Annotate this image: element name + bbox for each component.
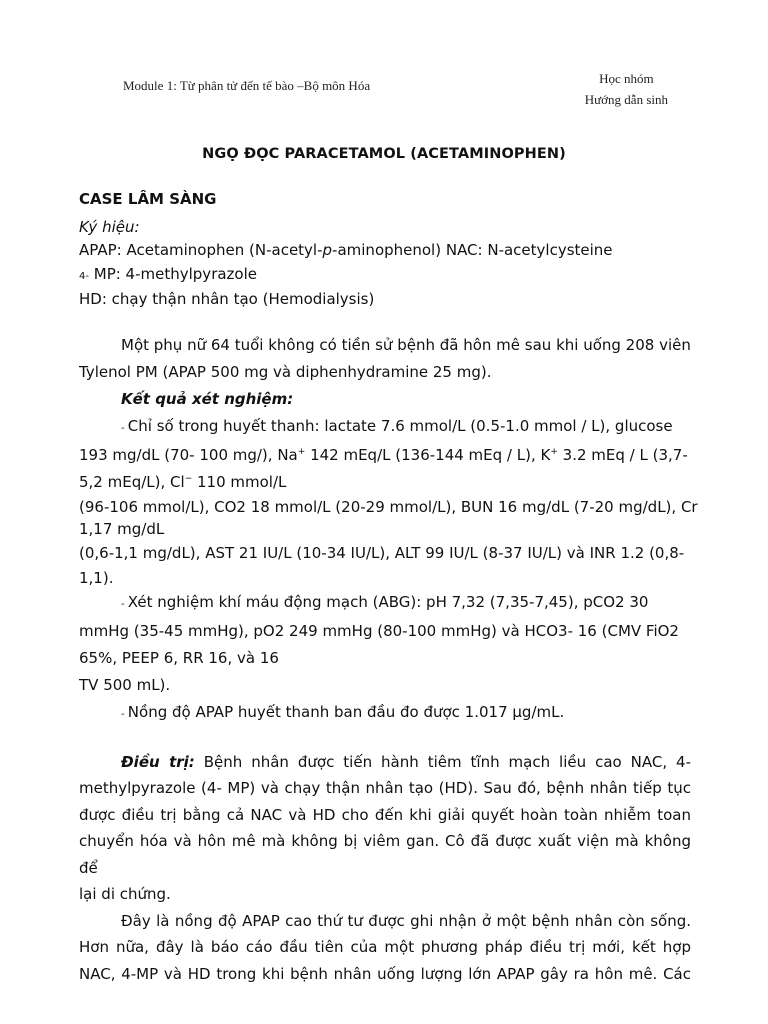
symbols-label: Ký hiệu: [79, 217, 140, 236]
serum-text-1: Chỉ số trong huyết thanh: lactate 7.6 mmol/L (0.5-1.0 mmol / L), glucose [127, 416, 673, 435]
symbol-hd [79, 288, 691, 312]
symbol-hd-paren: (Hemodialysis) [262, 290, 375, 308]
spacer [79, 728, 691, 749]
closing-line-3: NAC, 4-MP và HD trong khi bệnh nhân uống lượng lớn APAP gây ra hôn mê. Các [79, 964, 691, 983]
spacer [79, 312, 691, 332]
treatment-line-4: chuyển hóa và hôn mê mà không bị viêm gan. Cô đã được xuất viện mà không để [79, 832, 691, 877]
serum-line-1 [79, 413, 691, 442]
abg-text-1: Xét nghiệm khí máu động mạch (ABG): pH 7,32 (7,35-7,45), pCO2 30 [127, 592, 649, 611]
symbol-4mp-text: MP: 4-methylpyrazole [88, 264, 257, 283]
abg-line-2: mmHg (35-45 mmHg), pO2 249 mmHg (80-100 mmHg) và HCO3- 16 (CMV FiO2 [79, 621, 679, 640]
abg-line-1 [79, 589, 691, 618]
serum-line-5: 1,17 mg/dL [79, 519, 165, 538]
document-body [79, 188, 698, 987]
treatment-line-5: lại di chứng. [79, 885, 171, 903]
serum-line-4: (96-106 mmol/L), CO2 18 mmol/L (20-29 mmol/L), BUN 16 mg/dL (7-20 mg/dL), Cr [79, 497, 698, 516]
treatment-text-1: Bệnh nhân được tiến hành tiêm tĩnh mạch liều cao NAC, 4- [194, 752, 691, 771]
abg-line-4: TV 500 mL). [79, 675, 171, 694]
symbol-apap-a: APAP: Acetaminophen (N-acetyl- [79, 241, 323, 259]
abg-dash: - [121, 598, 128, 610]
header-right [585, 68, 668, 110]
results-label: Kết quả xét nghiệm: [121, 389, 294, 408]
symbol-apap-b: -aminophenol) NAC: N-acetylcysteine [332, 241, 613, 259]
symbol-apap-p: p [322, 241, 333, 259]
treatment-line-2: methylpyrazole (4- MP) và chạy thận nhân tạo (HD). Sau đó, bệnh nhân tiếp tục [79, 779, 691, 797]
case-heading: CASE LÂM SÀNG [79, 190, 217, 208]
serum-line-2 [79, 442, 691, 469]
apap-dash: - [121, 708, 128, 720]
serum-text-2a: 193 mg/dL (70- 100 mg/), Na [79, 445, 298, 464]
header-module: Module 1: Từ phân tử đến tế bào –Bộ môn Hóa [123, 78, 371, 93]
treatment-line-1 [79, 749, 691, 776]
apap-level-text: Nồng độ APAP huyết thanh ban đầu đo được 1.017 µg/mL. [127, 702, 565, 721]
header-right-line1: Học nhóm [599, 71, 654, 86]
symbol-4mp-num: 4- [79, 270, 89, 282]
closing-line-1: Đây là nồng độ APAP cao thứ tư được ghi nhận ở một bệnh nhân còn sống. [121, 911, 691, 930]
serum-sup-k: + [550, 446, 558, 457]
serum-line-6: (0,6-1,1 mg/dL), AST 21 IU/L (10-34 IU/L), ALT 99 IU/L (8-37 IU/L) và INR 1.2 (0,8- [79, 543, 685, 562]
document-title: NGỌ ĐỌC PARACETAMOL (ACETAMINOPHEN) [202, 146, 566, 162]
serum-text-2b: 142 mEq/L (136-144 mEq / L), K [305, 445, 551, 464]
serum-line-7: 1,1). [79, 568, 114, 587]
symbol-4mp [79, 263, 691, 289]
serum-line-3 [79, 469, 691, 496]
serum-sup-na: + [297, 446, 306, 457]
abg-line-3: 65%, PEEP 6, RR 16, và 16 [79, 648, 279, 667]
treatment-label: Điều trị: [121, 752, 195, 771]
serum-dash: - [121, 422, 128, 434]
serum-text-3b: 110 mmol/L [192, 472, 287, 491]
treatment-line-3: được điều trị bằng cả NAC và HD cho đến khi giải quyết hoàn toàn nhiễm toan [79, 805, 691, 824]
apap-level-line [79, 699, 691, 728]
closing-line-2: Hơn nữa, đây là báo cáo đầu tiên của một phương pháp điều trị mới, kết hợp [79, 938, 691, 956]
serum-text-3a: 5,2 mEq/L), Cl [79, 472, 185, 491]
header-right-line2: Hướng dẫn sinh [584, 92, 668, 107]
serum-sup-cl: − [184, 473, 193, 484]
intro-line-2: Tylenol PM (APAP 500 mg và diphenhydramine 25 mg). [79, 362, 492, 381]
intro-line-1: Một phụ nữ 64 tuổi không có tiền sử bệnh đã hôn mê sau khi uống 208 viên [121, 335, 691, 354]
symbol-hd-text: HD: chạy thận nhân tạo [79, 290, 263, 308]
serum-text-2c: 3.2 mEq / L (3,7- [557, 445, 688, 464]
symbol-apap [79, 239, 691, 263]
